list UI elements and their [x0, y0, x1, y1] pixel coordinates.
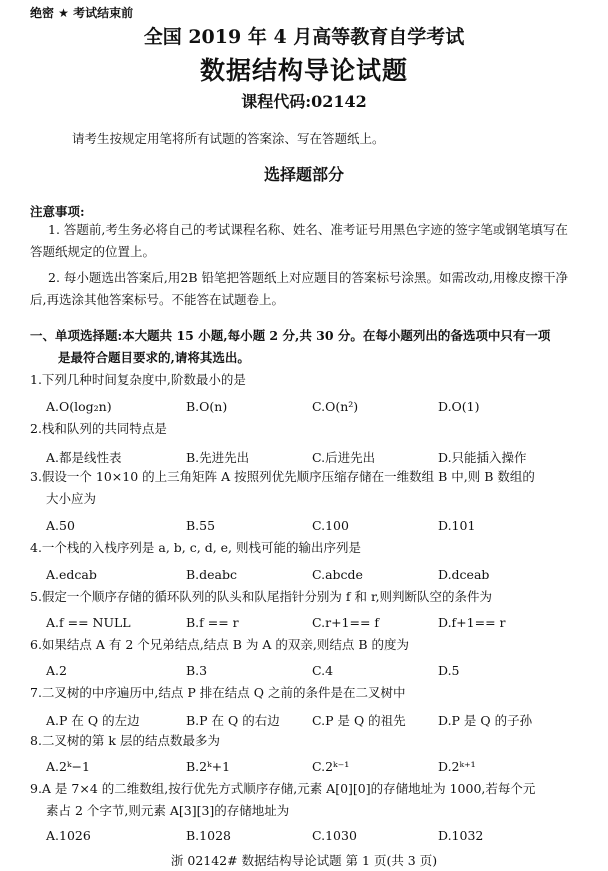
option-c: C.后进先出 [312, 450, 376, 465]
question-stem: 9.A 是 7×4 的二维数组,按行优先方式顺序存储,元素 A[0][0]的存储地址为 1000,若每个元 [30, 781, 536, 796]
question-stem: 7.二叉树的中序遍历中,结点 P 排在结点 Q 之前的条件是在二叉树中 [30, 685, 406, 700]
option-c: C.1030 [312, 828, 357, 843]
question-4-options [46, 567, 566, 585]
option-c: C.2ᵏ⁻¹ [312, 759, 350, 774]
question-stem-cont: 大小应为 [46, 491, 97, 506]
part-heading-line-2: 是最符合题目要求的,请将其选出。 [58, 350, 250, 365]
option-d: D.2ᵏ⁺¹ [438, 759, 476, 774]
option-b: B.55 [186, 518, 216, 533]
option-a: A.O(log₂n) [46, 399, 112, 414]
section-title: 选择题部分 [263, 165, 344, 184]
option-c: C.r+1== f [312, 615, 380, 630]
option-a: A.2ᵏ−1 [46, 759, 90, 774]
question-stem: 5.假定一个顺序存储的循环队列的队头和队尾指针分别为 f 和 r,则判断队空的条件为 [30, 589, 493, 604]
option-b: B.f == r [186, 615, 239, 630]
question-stem: 4.一个栈的入栈序列是 a, b, c, d, e, 则栈可能的输出序列是 [30, 540, 361, 555]
option-c: C.100 [312, 518, 349, 533]
option-b: B.deabc [186, 567, 238, 582]
question-7 [30, 682, 578, 704]
option-a: A.1026 [46, 828, 91, 843]
exam-session-line: 全国 2019 年 4 月高等教育自学考试 [143, 26, 465, 48]
option-b: B.2ᵏ+1 [186, 759, 231, 774]
option-c: C.abcde [312, 567, 363, 582]
question-9 [30, 778, 578, 822]
option-b: B.O(n) [186, 399, 228, 414]
option-a: A.50 [46, 518, 75, 533]
option-a: A.f == NULL [46, 615, 131, 630]
question-stem: 8.二叉树的第 k 层的结点数最多为 [30, 733, 220, 748]
option-a: A.edcab [46, 567, 97, 582]
option-b: B.P 在 Q 的右边 [186, 713, 280, 728]
question-2-options [46, 448, 566, 466]
option-a: A.2 [46, 663, 67, 678]
option-d: D.dceab [438, 567, 490, 582]
question-stem: 2.栈和队列的共同特点是 [30, 421, 167, 436]
question-stem-cont: 素占 2 个字节,则元素 A[3][3]的存储地址为 [46, 803, 290, 818]
notes-title: 注意事项: [30, 204, 85, 219]
note-item-1: 1. 答题前,考生务必将自己的考试课程名称、姓名、准考证号用黑色字迹的签字笔或钢笔填写在答题纸规定的位置上。 [30, 222, 568, 259]
option-d: D.101 [438, 518, 476, 533]
question-9-options [46, 828, 566, 846]
part-heading-line-1: 一、单项选择题:本大题共 15 小题,每小题 2 分,共 30 分。在每小题列出的备选项中只有一项 [30, 328, 551, 343]
question-6 [30, 634, 578, 656]
page-footer: 浙 02142# 数据结构导论试题 第 1 页(共 3 页) [170, 853, 438, 868]
question-2 [30, 418, 578, 440]
option-b: B.先进先出 [186, 450, 250, 465]
option-d: D.只能插入操作 [438, 450, 527, 465]
option-c: C.4 [312, 663, 334, 678]
question-5 [30, 586, 578, 608]
option-c: C.O(n²) [312, 399, 359, 414]
question-4 [30, 537, 578, 559]
option-c: C.P 是 Q 的祖先 [312, 713, 406, 728]
course-code: 课程代码:02142 [241, 92, 367, 111]
option-d: D.5 [438, 663, 460, 678]
option-a: A.都是线性表 [46, 450, 122, 465]
option-d: D.O(1) [438, 399, 480, 414]
option-b: B.3 [186, 663, 208, 678]
page-title: 数据结构导论试题 [199, 56, 408, 85]
question-3-options [46, 518, 566, 536]
option-b: B.1028 [186, 828, 231, 843]
question-6-options [46, 663, 566, 681]
question-7-options [46, 711, 566, 729]
confidential-label: 绝密 ★ 考试结束前 [30, 6, 134, 20]
instruction-text: 请考生按规定用笔将所有试题的答案涂、写在答题纸上。 [72, 131, 385, 146]
question-3 [30, 466, 578, 510]
option-d: D.P 是 Q 的子孙 [438, 713, 533, 728]
question-8-options [46, 759, 566, 777]
question-1-options [46, 399, 566, 417]
part-heading [30, 325, 578, 369]
question-stem: 6.如果结点 A 有 2 个兄弟结点,结点 B 为 A 的双亲,则结点 B 的度为 [30, 637, 409, 652]
question-5-options [46, 615, 566, 633]
option-d: D.f+1== r [438, 615, 506, 630]
question-1 [30, 369, 578, 391]
note-item-2: 2. 每小题选出答案后,用2B 铅笔把答题纸上对应题目的答案标号涂黑。如需改动,用橡皮擦干净后,再选涂其他答案标号。不能答在试题卷上。 [30, 270, 568, 307]
option-d: D.1032 [438, 828, 484, 843]
question-stem: 3.假设一个 10×10 的上三角矩阵 A 按照列优先顺序压缩存储在一维数组 B 中,则 B 数组的 [30, 469, 535, 484]
question-stem: 1.下列几种时间复杂度中,阶数最小的是 [30, 372, 246, 387]
question-8 [30, 730, 578, 752]
option-a: A.P 在 Q 的左边 [46, 713, 140, 728]
